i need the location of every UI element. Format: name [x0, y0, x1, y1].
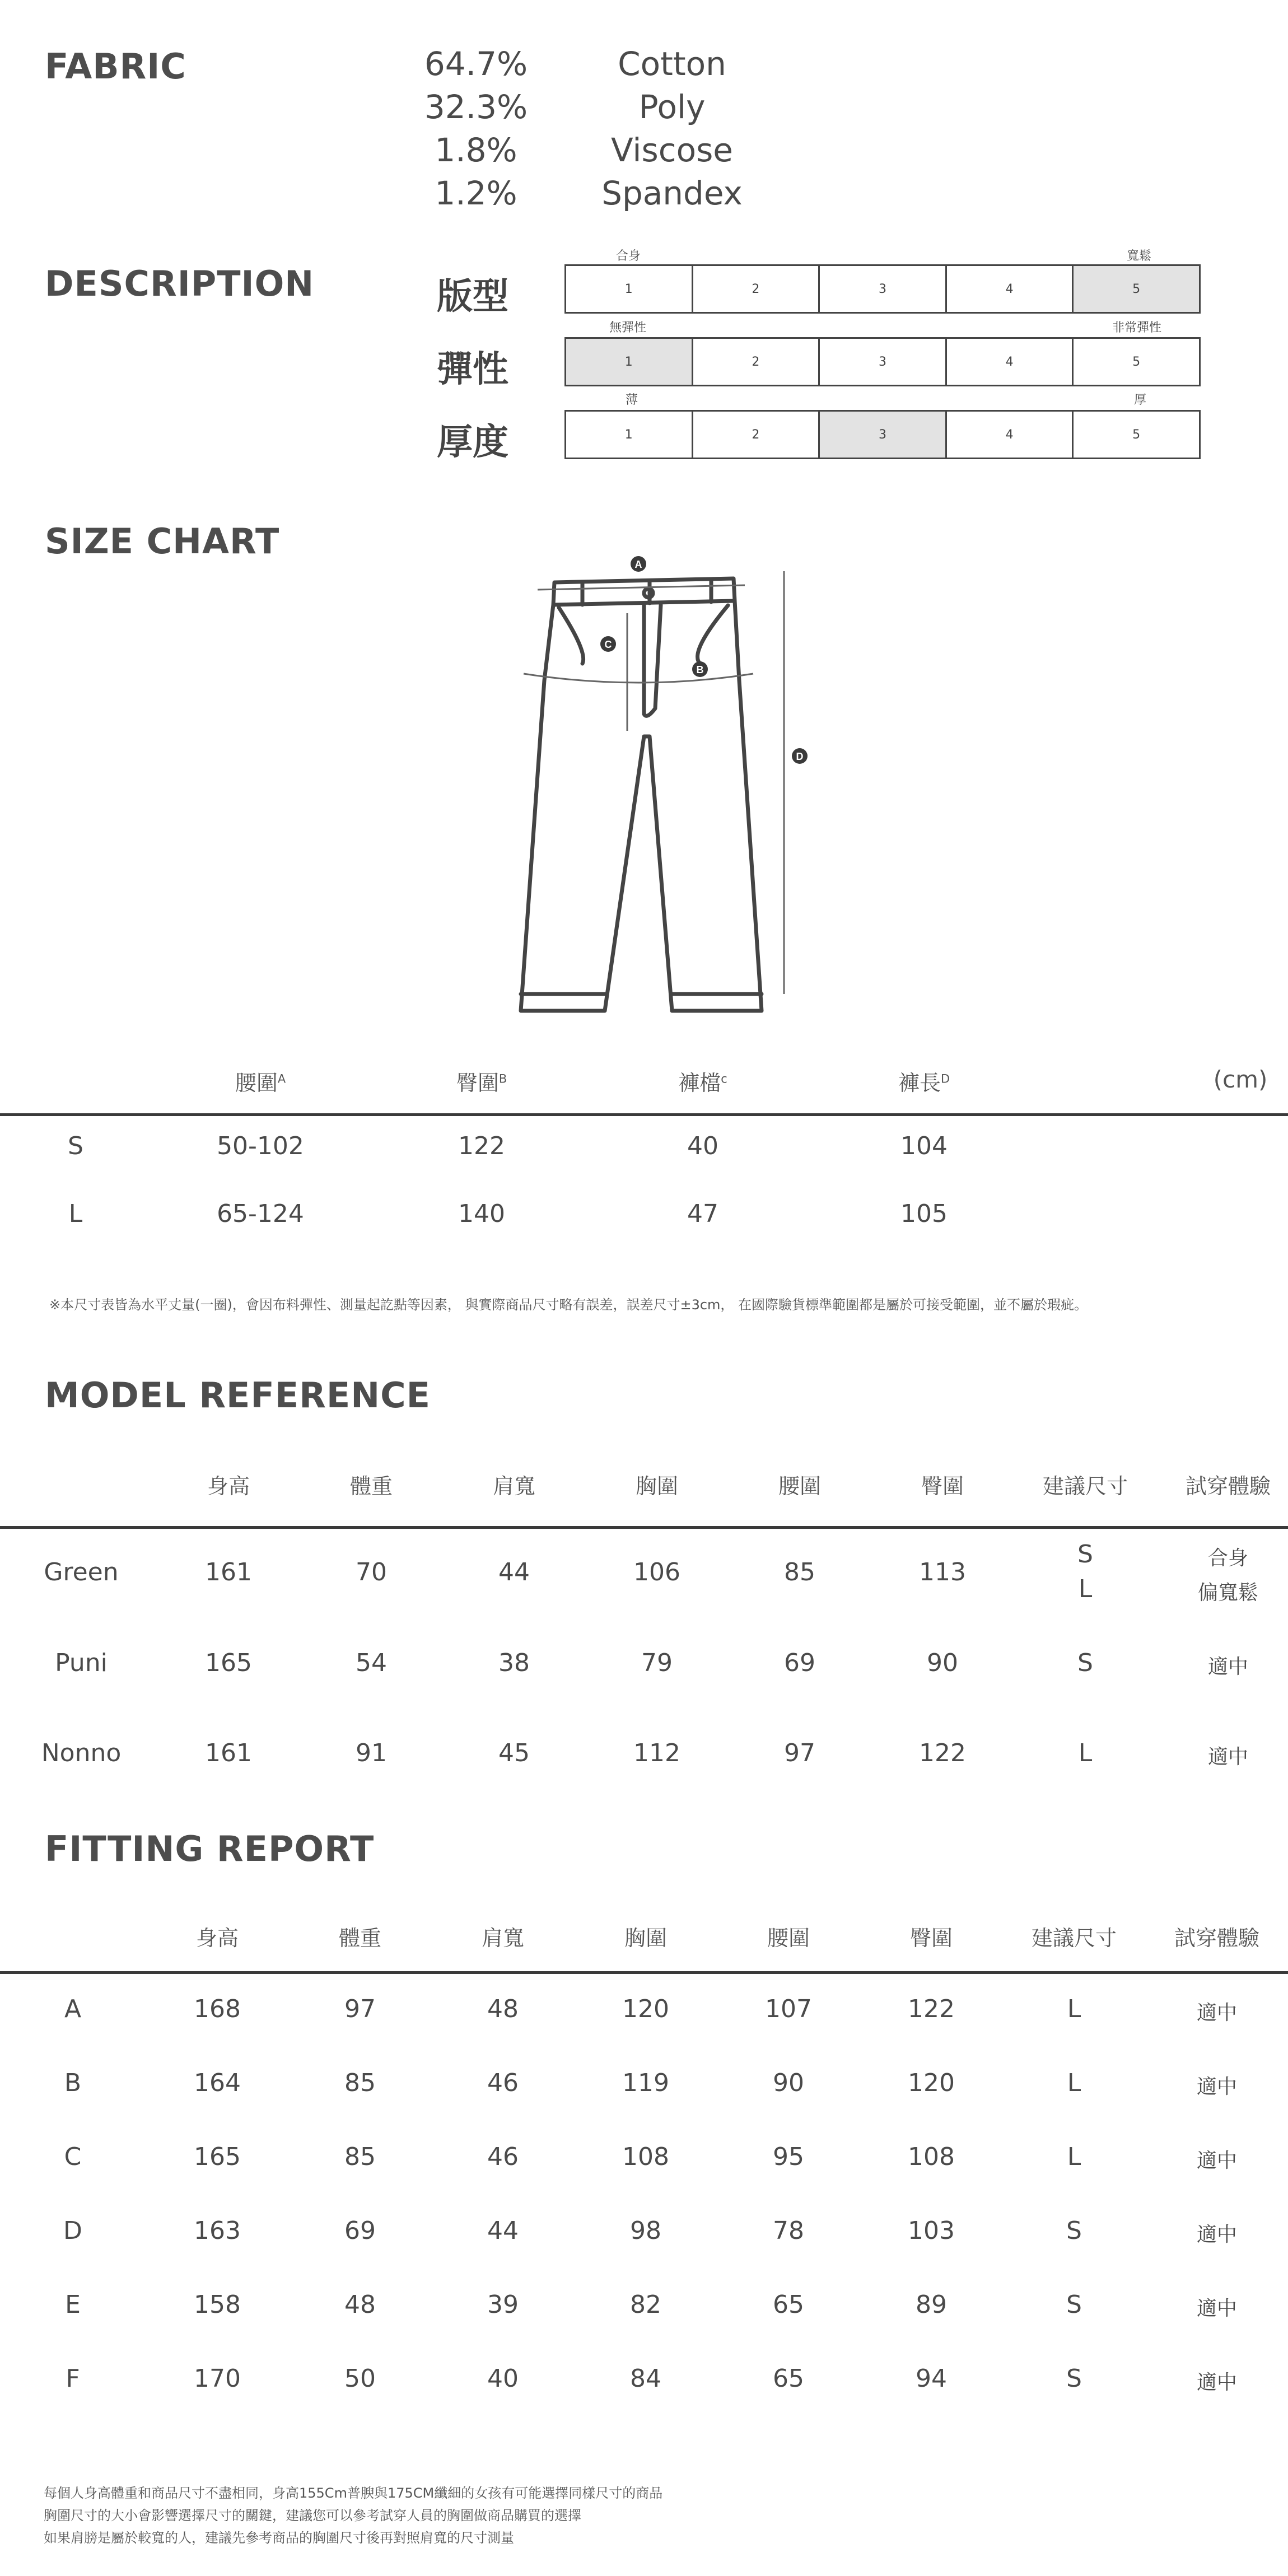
fabric-material: Viscose	[610, 131, 733, 169]
scale-cell: 5	[1132, 354, 1141, 369]
fitting-report-title: FITTING REPORT	[45, 1828, 375, 1869]
recommended-size: L	[1067, 2143, 1081, 2171]
marker-b: B	[696, 664, 704, 675]
model-value: 45	[498, 1739, 530, 1767]
scale-right-caption: 非常彈性	[1112, 321, 1162, 335]
pants-measurement-diagram	[504, 552, 818, 1022]
scale-left-caption: 無彈性	[609, 321, 647, 335]
scale-cell: 4	[947, 412, 1074, 458]
scale-cell: 1	[566, 339, 693, 385]
col-header: 體重	[338, 1926, 381, 1950]
recommended-size: S	[1077, 1540, 1093, 1569]
tester-name: A	[64, 1995, 82, 2023]
scale-label: 彈性	[437, 349, 508, 390]
recommended-size: S	[1066, 2216, 1082, 2245]
model-name: Nonno	[41, 1739, 122, 1767]
fabric-percent: 1.8%	[435, 131, 517, 169]
tester-value: 107	[765, 1995, 812, 2023]
tester-name: D	[63, 2216, 82, 2245]
scale-cell: 5	[1074, 266, 1199, 312]
fabric-percent: 64.7%	[424, 45, 528, 83]
tester-value: 65	[773, 2290, 804, 2319]
tester-value: 119	[622, 2069, 669, 2097]
model-reference-title: MODEL REFERENCE	[45, 1375, 431, 1416]
tester-value: 40	[487, 2364, 519, 2393]
col-header: 胸圍	[635, 1474, 678, 1499]
col-header: 身高	[207, 1474, 250, 1499]
tester-value: 97	[344, 1995, 376, 2023]
tester-value: 84	[630, 2364, 661, 2393]
size-value: 105	[900, 1200, 948, 1228]
fit-experience: 適中	[1196, 2075, 1237, 2098]
recommended-size: L	[1078, 1575, 1093, 1603]
scale-cell: 2	[693, 266, 820, 312]
tester-value: 108	[908, 2143, 955, 2171]
col-header: 身高	[195, 1926, 239, 1950]
recommended-size: L	[1067, 1995, 1081, 2023]
fit-experience: 適中	[1207, 1746, 1248, 1768]
fitting-footnote: 如果肩膀是屬於較寬的人，建議先參考商品的胸圍尺寸後再對照肩寬的尺寸測量	[44, 2530, 514, 2546]
tester-value: 108	[622, 2143, 669, 2171]
tester-value: 103	[908, 2216, 955, 2245]
fit-experience: 適中	[1196, 2001, 1237, 2024]
model-value: 38	[498, 1649, 530, 1677]
scale-cell: 2	[693, 412, 820, 458]
model-name: Puni	[55, 1649, 108, 1677]
model-reference-divider	[0, 1526, 1288, 1529]
tester-value: 85	[344, 2143, 376, 2171]
fabric-title: FABRIC	[45, 46, 186, 87]
model-value: 44	[498, 1558, 530, 1586]
tester-value: 46	[487, 2143, 519, 2171]
recommended-size: L	[1067, 2069, 1081, 2097]
fit-experience: 適中	[1196, 2371, 1237, 2394]
model-value: 161	[205, 1739, 252, 1767]
size-value: 50-102	[217, 1132, 304, 1160]
size-value: 47	[687, 1200, 718, 1228]
col-header: 腰圍	[767, 1926, 810, 1950]
size-chart-divider	[0, 1113, 1288, 1116]
tester-value: 39	[487, 2290, 519, 2319]
scale-cell: 4	[947, 339, 1074, 385]
tester-value: 164	[194, 2069, 241, 2097]
col-header: 建議尺寸	[1042, 1474, 1128, 1499]
size-label: L	[68, 1200, 83, 1228]
fit-scale	[564, 264, 1201, 314]
tester-value: 48	[487, 1995, 519, 2023]
tester-name: F	[66, 2364, 80, 2393]
tester-value: 120	[622, 1995, 669, 2023]
tester-value: 85	[344, 2069, 376, 2097]
header-waist: 腰圍$^A$	[235, 1071, 286, 1095]
col-header: 腰圍	[778, 1474, 821, 1499]
scale-cell: 1	[566, 412, 693, 458]
recommended-size: L	[1078, 1739, 1093, 1767]
col-header: 胸圍	[624, 1926, 667, 1950]
fabric-percent: 1.2%	[435, 174, 517, 212]
model-value: 112	[633, 1739, 680, 1767]
fabric-material: Spandex	[601, 174, 743, 212]
tester-value: 46	[487, 2069, 519, 2097]
description-title: DESCRIPTION	[45, 263, 315, 304]
tester-value: 65	[773, 2364, 804, 2393]
recommended-size: S	[1066, 2364, 1082, 2393]
scale-cell: 5	[1132, 427, 1141, 442]
model-value: 70	[356, 1558, 387, 1586]
col-header: 建議尺寸	[1031, 1926, 1117, 1950]
col-header: 肩寬	[492, 1474, 535, 1499]
scale-cell: 3	[820, 266, 947, 312]
size-value: 40	[687, 1132, 718, 1160]
marker-c: C	[604, 639, 612, 650]
scale-cell: 3	[820, 412, 947, 458]
model-name: Green	[44, 1558, 119, 1586]
tester-value: 44	[487, 2216, 519, 2245]
tester-value: 98	[630, 2216, 661, 2245]
size-label: S	[68, 1132, 83, 1160]
tester-name: E	[65, 2290, 81, 2319]
scale-left-caption: 合身	[616, 249, 641, 263]
recommended-size: S	[1077, 1649, 1093, 1677]
thickness-scale	[564, 410, 1201, 459]
fit-experience: 適中	[1196, 2149, 1237, 2172]
fit-experience: 合身	[1207, 1547, 1248, 1570]
scale-label: 版型	[437, 276, 508, 318]
tester-value: 69	[344, 2216, 376, 2245]
model-value: 91	[356, 1739, 387, 1767]
size-value: 140	[458, 1200, 505, 1228]
model-value: 54	[356, 1649, 387, 1677]
col-header: 體重	[349, 1474, 393, 1499]
recommended-size: S	[1066, 2290, 1082, 2319]
scale-cell: 1	[566, 266, 693, 312]
stretch-scale	[564, 337, 1201, 386]
tester-value: 122	[908, 1995, 955, 2023]
scale-cell: 3	[820, 339, 947, 385]
fit-experience: 適中	[1196, 2297, 1237, 2320]
size-value: 104	[900, 1132, 948, 1160]
fit-experience: 適中	[1207, 1655, 1248, 1678]
tester-value: 94	[916, 2364, 947, 2393]
col-header: 試穿體驗	[1185, 1474, 1271, 1499]
header-hip: 臀圍$^B$	[456, 1071, 507, 1095]
col-header: 臀圍	[909, 1926, 953, 1950]
model-value: 122	[919, 1739, 966, 1767]
tester-name: B	[64, 2069, 82, 2097]
tester-value: 120	[908, 2069, 955, 2097]
fabric-material: Cotton	[618, 45, 726, 83]
fitting-report-divider	[0, 1971, 1288, 1974]
model-value: 79	[641, 1649, 673, 1677]
marker-d: D	[796, 751, 804, 762]
tester-value: 163	[194, 2216, 241, 2245]
marker-a: A	[634, 559, 642, 570]
tester-value: 95	[773, 2143, 804, 2171]
scale-right-caption: 寬鬆	[1127, 249, 1152, 263]
tester-value: 90	[773, 2069, 804, 2097]
fitting-footnote: 每個人身高體重和商品尺寸不盡相同，身高155Cm普腴與175CM纖細的女孩有可能選擇同樣尺寸的商品	[44, 2485, 663, 2501]
model-value: 113	[919, 1558, 966, 1586]
header-rise: 褲檔$^c$	[678, 1071, 727, 1095]
fit-experience: 偏寬鬆	[1197, 1581, 1258, 1604]
model-value: 161	[205, 1558, 252, 1586]
fit-experience: 適中	[1196, 2223, 1237, 2246]
col-header: 肩寬	[481, 1926, 524, 1950]
tester-value: 78	[773, 2216, 804, 2245]
tester-name: C	[64, 2143, 82, 2171]
tester-value: 158	[194, 2290, 241, 2319]
size-chart-note: ※本尺寸表皆為水平丈量(一圈)，會因布料彈性、測量起訖點等因素， 與實際商品尺寸略有誤差，誤差尺寸±3cm， 在國際驗貨標準範圍都是屬於可接受範圍，並不屬於瑕疵。	[49, 1297, 1088, 1313]
model-value: 85	[784, 1558, 815, 1586]
size-value: 65-124	[217, 1200, 304, 1228]
size-value: 122	[458, 1132, 505, 1160]
model-value: 97	[784, 1739, 815, 1767]
tester-value: 168	[194, 1995, 241, 2023]
model-value: 90	[927, 1649, 958, 1677]
tester-value: 170	[194, 2364, 241, 2393]
model-value: 165	[205, 1649, 252, 1677]
model-value: 69	[784, 1649, 815, 1677]
scale-right-caption: 厚	[1134, 393, 1147, 407]
scale-left-caption: 薄	[626, 393, 638, 407]
fitting-footnote: 胸圍尺寸的大小會影響選擇尺寸的關鍵，建議您可以參考試穿人員的胸圍做商品購買的選擇	[44, 2508, 581, 2523]
model-value: 106	[633, 1558, 680, 1586]
col-header: 臀圍	[921, 1474, 964, 1499]
unit-label: (cm)	[1213, 1066, 1268, 1093]
tester-value: 48	[344, 2290, 376, 2319]
tester-value: 50	[344, 2364, 376, 2393]
fabric-material: Poly	[638, 88, 706, 126]
header-length: 褲長$^D$	[898, 1071, 950, 1095]
tester-value: 82	[630, 2290, 661, 2319]
size-chart-title: SIZE CHART	[45, 521, 280, 562]
scale-label: 厚度	[437, 422, 508, 463]
fabric-percent: 32.3%	[424, 88, 528, 126]
scale-cell: 4	[947, 266, 1074, 312]
tester-value: 89	[916, 2290, 947, 2319]
scale-cell: 2	[693, 339, 820, 385]
col-header: 試穿體驗	[1174, 1926, 1259, 1950]
tester-value: 165	[194, 2143, 241, 2171]
